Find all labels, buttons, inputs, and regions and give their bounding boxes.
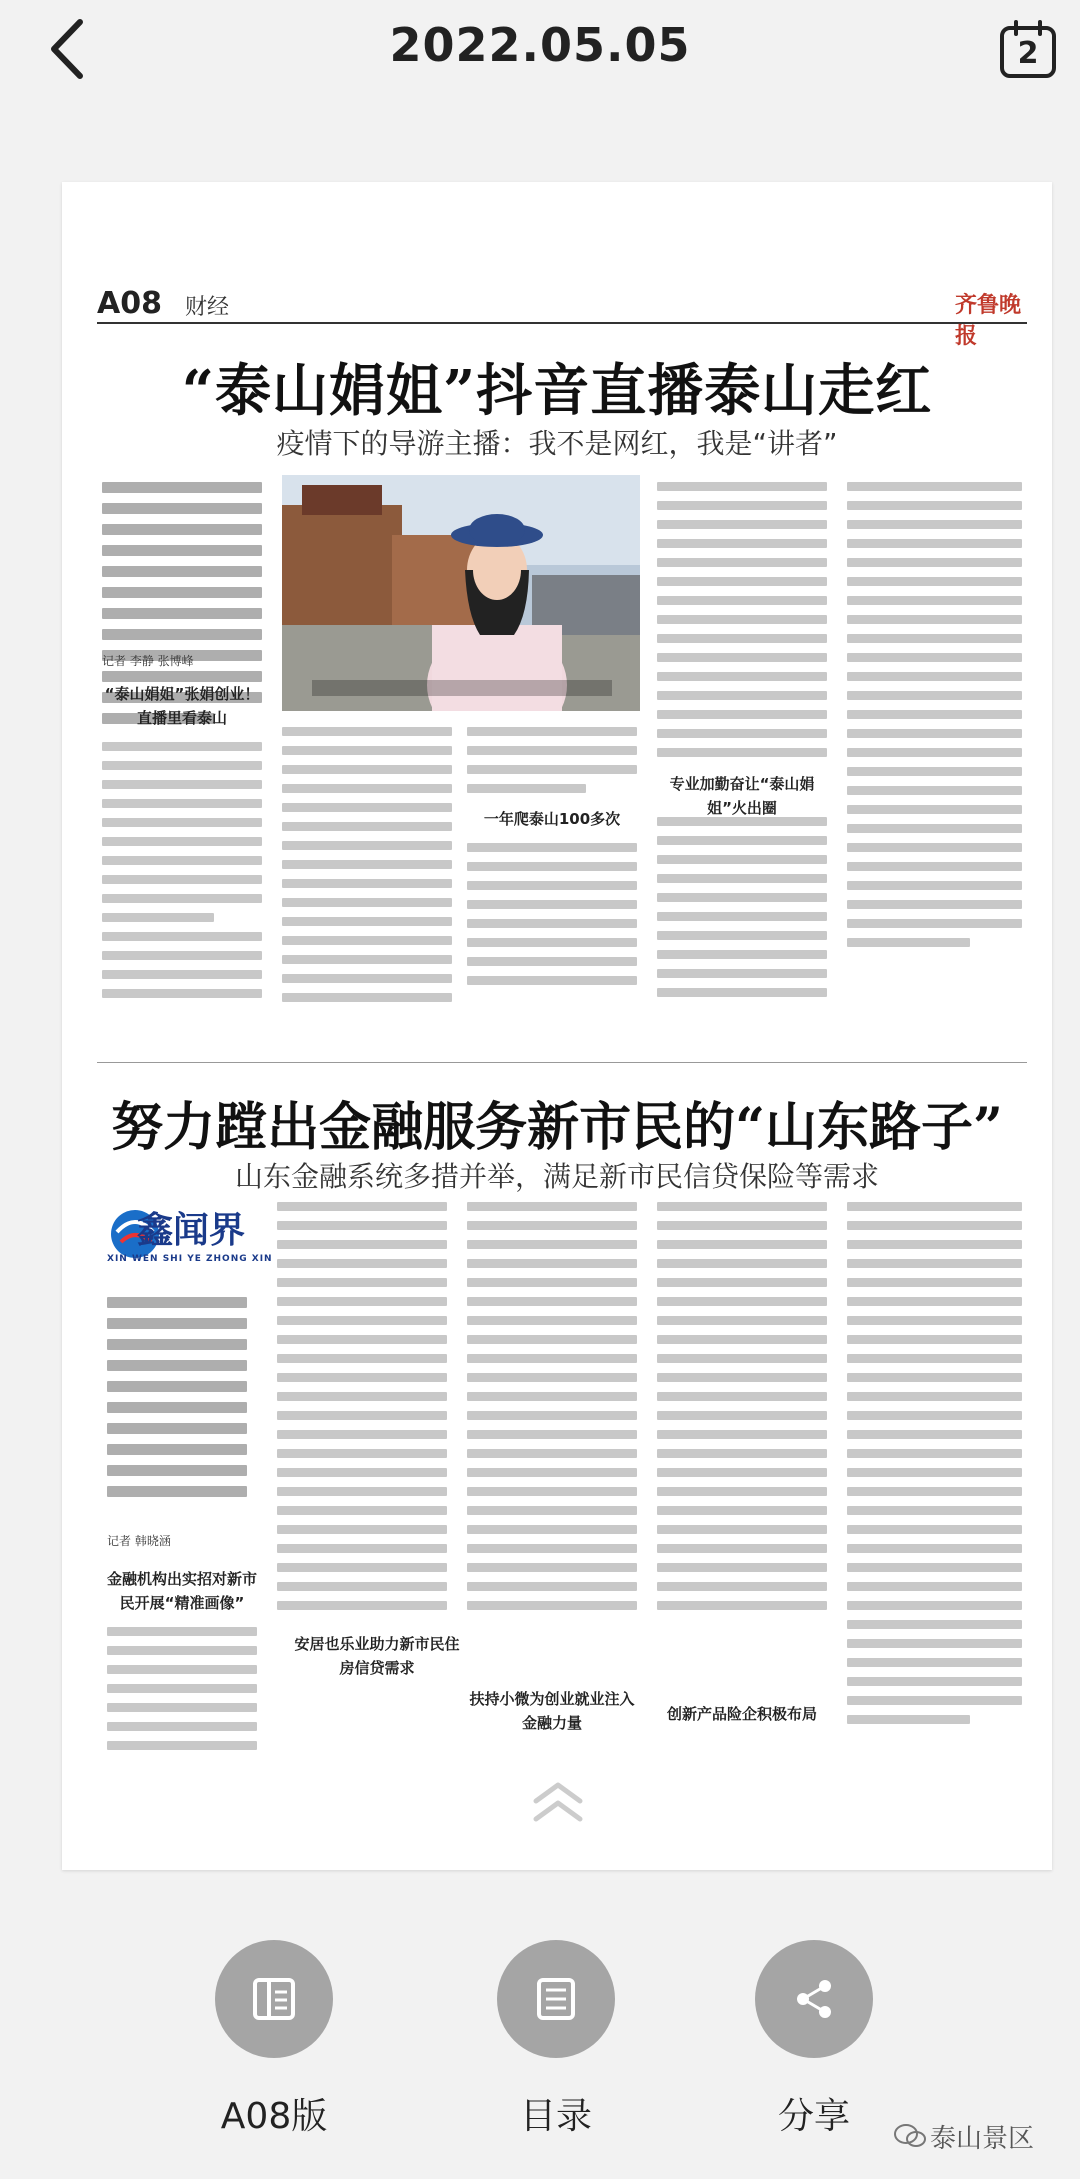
article1-col5-text	[847, 482, 1022, 1027]
article2-subhead-2: 安居也乐业助力新市民住房信贷需求	[294, 1635, 460, 1677]
article2-col4-text	[657, 1202, 827, 1767]
share-icon	[789, 1974, 839, 2024]
article1-subtitle: 疫情下的导游主播：我不是网红，我是“讲者”	[276, 427, 838, 460]
section-name: 财经	[185, 295, 230, 320]
watermark-text: 泰山景区	[930, 2124, 1035, 2154]
article2-subhead-4: 创新产品险企积极布局	[666, 1705, 817, 1723]
article1-headline[interactable]: “泰山娟姐”抖音直播泰山走红	[181, 358, 933, 424]
masthead-logo: 齐鲁晚报	[955, 292, 1022, 349]
article2-subhead-3: 扶持小微为创业就业注入金融力量	[469, 1690, 635, 1732]
article1-byline: 记者 李静 张博峰	[102, 654, 194, 668]
article2-subhead-1: 金融机构出实招对新市民开展“精准画像”	[106, 1570, 257, 1612]
share-label[interactable]: 分享	[777, 2096, 850, 2137]
article2-subtitle: 山东金融系统多措并举，满足新市民信贷保险等需求	[234, 1160, 879, 1193]
column-logo-pinyin: XIN WEN SHI YE ZHONG XIN	[107, 1254, 273, 1264]
page-version-button[interactable]	[215, 1940, 333, 2058]
calendar-day: 2	[1017, 36, 1039, 71]
article1-subhead-1: “泰山娟姐”张娟创业！直播里看泰山	[104, 685, 260, 727]
expand-up-icon[interactable]	[530, 1777, 586, 1827]
issue-date: 2022.05.05	[389, 18, 691, 72]
top-bar	[0, 0, 1080, 100]
article2-byline: 记者 韩晓涵	[107, 1534, 171, 1548]
article1-col3-text	[467, 727, 637, 1027]
article1-subhead-3: 专业加勤奋让“泰山娟姐”火出圈	[669, 775, 815, 817]
page-number: A08	[97, 286, 162, 321]
page-layout-icon	[249, 1974, 299, 2024]
contents-label[interactable]: 目录	[519, 2096, 592, 2137]
article2-headline[interactable]: 努力蹚出金融服务新市民的“山东路子”	[111, 1097, 1003, 1158]
article2-col3-text	[467, 1202, 637, 1767]
section-divider	[97, 1062, 1027, 1063]
article1-subhead-2: 一年爬泰山100多次	[483, 810, 621, 828]
article2-col1-text	[107, 1627, 257, 1767]
column-logo-text: 鑫闻界	[137, 1210, 246, 1251]
article1-lead	[102, 482, 262, 782]
article1-photo[interactable]	[282, 475, 640, 711]
page-header	[97, 282, 1027, 349]
article2-lead	[107, 1297, 247, 1537]
share-button[interactable]	[755, 1940, 873, 2058]
page-version-label[interactable]: A08版	[220, 2096, 328, 2137]
article2-col2-text	[277, 1202, 447, 1767]
watermark	[894, 2118, 1064, 2158]
article1-col1-text	[102, 742, 262, 1022]
newspaper-page[interactable]	[62, 182, 1052, 1870]
article1-col4-text	[657, 482, 827, 1027]
list-icon	[531, 1974, 581, 2024]
wechat-icon	[894, 2122, 926, 2150]
article2-col5-text	[847, 1202, 1022, 1767]
contents-button[interactable]	[497, 1940, 615, 2058]
calendar-button[interactable]	[996, 18, 1060, 82]
article1-col2-text	[282, 727, 452, 1027]
